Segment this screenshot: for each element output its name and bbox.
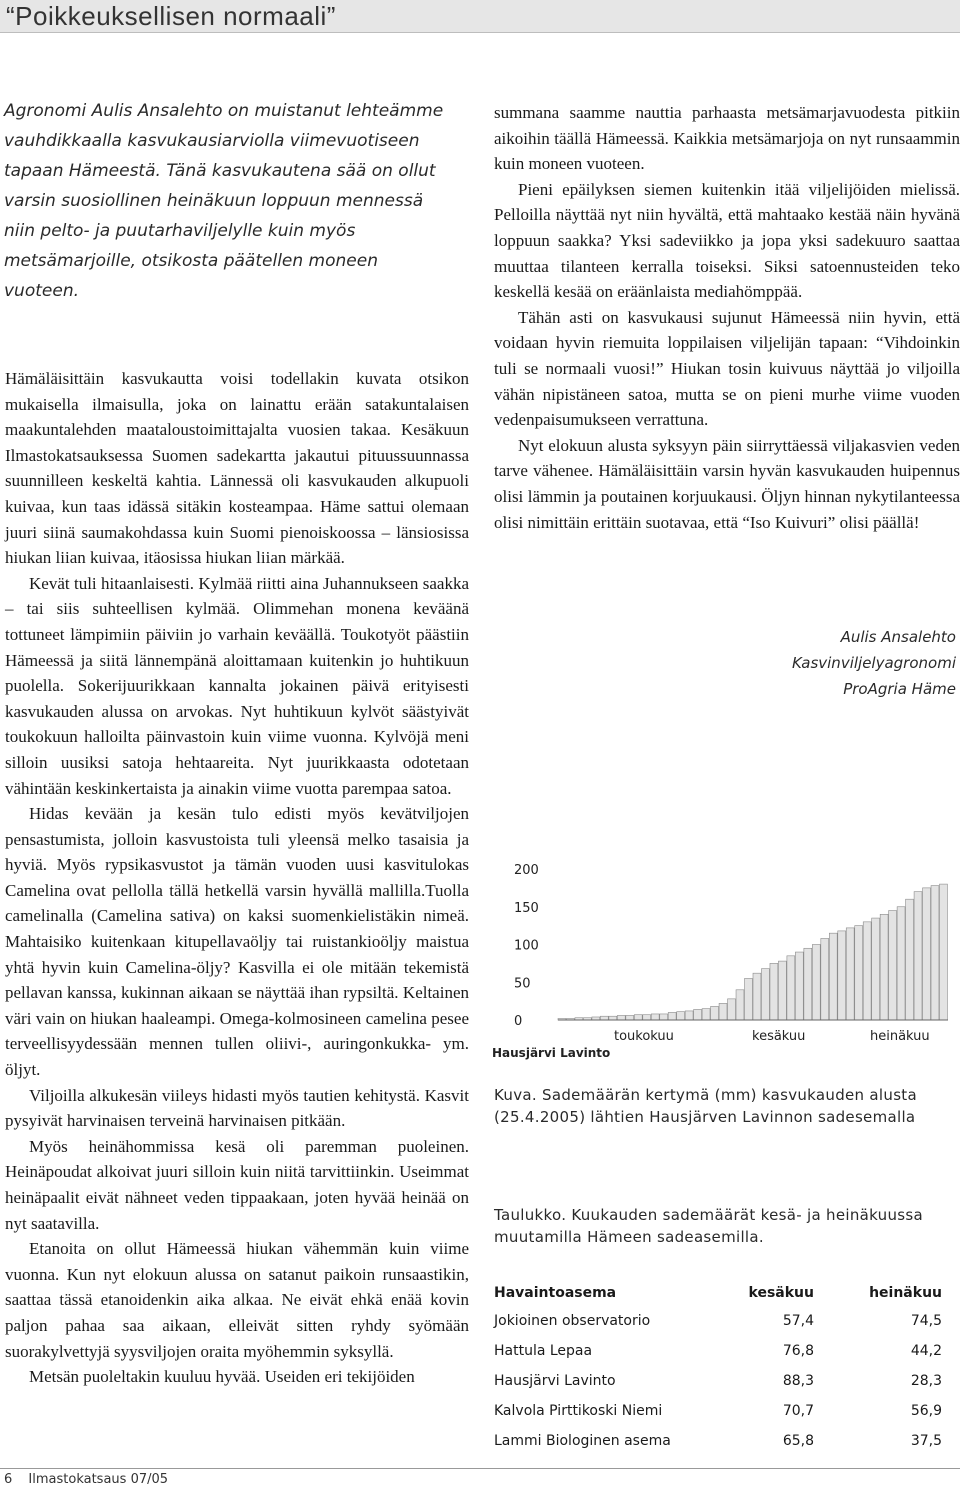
column-header-station: Havaintoasema [494, 1285, 617, 1301]
lead-paragraph: Agronomi Aulis Ansalehto on muistanut lehteämme vauhdikkaalla kasvukausiarviolla viimevuotiseen tapaan Hämeestä. Tänä kasvukautena sää on ollut varsin suosiollinen heinäkuun loppuun mennessä niin pelto- ja puutarhaviljelylle kuin myös metsämarjoille, otsikosta päätellen moneen vuoteen. [4, 101, 444, 301]
chart-bar [668, 1012, 676, 1020]
june-value: 88,3 [782, 1373, 814, 1389]
july-value: 37,5 [910, 1433, 942, 1449]
chart-bar [787, 956, 795, 1020]
x-tick-label: heinäkuu [870, 1029, 930, 1044]
column-header-june: kesäkuu [748, 1285, 814, 1301]
chart-bar [651, 1014, 659, 1020]
y-tick-label: 200 [514, 863, 539, 878]
chart-bar [821, 938, 829, 1020]
chart-bar [617, 1015, 625, 1020]
july-value: 28,3 [910, 1373, 942, 1389]
chart-bar [660, 1014, 668, 1020]
station-name: Hausjärvi Lavinto [494, 1373, 616, 1389]
author-role: Kasvinviljelyagronomi [791, 654, 956, 672]
table-row [494, 1396, 942, 1426]
paragraph: Hidas kevään ja kesän tulo edisti myös kevätviljojen pensastumista, jolloin kasvustoista tuli yleensä melko tasaisia ja hyviä. Myös rypsikasvustot ja tämän vuoden uusi kasvitulokas Camelina ovat pellolla tällä hetkellä varsin hyvällä mallilla.Tuolla camelinalla (Camelina sativa) on kaksi suomenkielistäkin nimeä. Mahtaisiko kuitenkaan kitupellavaöljy tai ruistankioöljy maistua yhtä hyvin kuin Camelina-öljy? Kasvilla ei ole mitään tekemistä pellavan kanssa, kukinnan aikaan se näyttää ihan rypsiltä. Keltainen väri vain on hiukan haaleampi. Omega-kolmosineen camelina pesee terveellisyydessään mennen tullen oliivi-, auringonkukka- ym. öljyt. [5, 804, 469, 1080]
title-bar [0, 0, 960, 33]
table-header-row [494, 1280, 942, 1306]
chart-bar [609, 1016, 617, 1020]
chart-bar [923, 888, 931, 1020]
chart-bar [846, 928, 854, 1020]
page-footer [0, 1468, 960, 1492]
chart-bar [761, 969, 769, 1020]
paragraph: Myös heinähommissa kesä oli paremman puoleinen. Heinäpoudat alkoivat juuri silloin kuin niitä tarvittiinkin. Useimmat heinäpaalit eivät nähneet veden tippaakaan, joten hyvää heinää on nyt saatavilla. [5, 1136, 469, 1233]
chart-bar [812, 945, 820, 1021]
chart-bar [897, 907, 905, 1020]
chart-bar [736, 990, 744, 1020]
paragraph: Etanoita on ollut Hämeessä hiukan vähemmän kuin viime vuonna. Kun nyt elokuun alussa on satanut paikoin runsaastikin, saattaa tässä etanoidenkin aika alkaa. Ne eivät ehkä enää kovin paljon pahaa saa aikaan, elleivät sitten ryhdy syömään suorakylvettyjä syysviljojen oraita myöhemmin syksyllä. [5, 1239, 469, 1361]
author-signature [792, 624, 956, 702]
july-value: 74,5 [910, 1313, 942, 1329]
paragraph: summana saamme nauttia parhaasta metsämarjavuodesta pitkiin aikoihin täällä Hämeessä. Kaikkia metsämarjoja on nyt runsaammin kuin moneen vuoteen. [494, 103, 960, 174]
chart-bar [600, 1016, 608, 1020]
chart-bar [914, 892, 922, 1020]
y-tick-label: 50 [514, 976, 531, 992]
paragraph: Pieni epäilyksen siemen kuitenkin itää viljelijöiden mielissä. Pelloilla näyttää nyt niin hyvältä, että mahtaako kestää näin hyvänä loppuun saakka? Yksi sadeviikko ja jopa yksi sadekuuro saattaa muuttaa tilanteen kerralla toiseksi. Siksi satoennusteiden teko keskellä kesää on eräänlaista mediahömppää. [494, 179, 960, 302]
y-tick-label: 100 [514, 938, 539, 954]
table-row [494, 1336, 942, 1366]
paragraph: Tähän asti on kasvukausi sujunut Hämeessä niin hyvin, että voidaan hyvin riemuita loppilaisen viljelijän tapaan: “Vihdoinkin tuli se normaali vuosi!” Hiukan tosin kuivuus näyttää jo viljoilla vähän nipistäneen satoa, mutta se on pieni murhe viime vuoden vedenpaisumukseen verrattuna. [494, 307, 960, 430]
column-header-july: heinäkuu [869, 1285, 942, 1301]
chart-bar [745, 978, 753, 1020]
rainfall-chart-svg [488, 855, 958, 1065]
june-value: 76,8 [782, 1343, 814, 1359]
paragraph: Hämäläisittäin kasvukautta voisi todellakin kuvata otsikon mukaisella ilmaisulla, joka on lainattu erään satakuntalaisen maakuntalehden maataloustoimittajalta vuosien takaa. Kesäkuun Ilmastokatsauksessa Suomen sadekartta jakautui pituussuunnassa suunnilleen keskeltä kahtia. Lännessä oli kasvukauden alkupuoli kuivaa, kun taas idässä sitäkin kosteampaa. Häme sattui olemaan juuri siinä saumakohdassa kuin Suomi pienoiskoossa – länsiosissa hiukan liian kuivaa, itäosissa hiukan liian märkää. [5, 369, 469, 568]
y-tick-label: 0 [514, 1014, 523, 1029]
chart-bar [694, 1009, 702, 1020]
author-org: ProAgria Häme [843, 680, 956, 698]
page-title: “Poikkeuksellisen normaali” [6, 1, 336, 31]
chart-bar [643, 1015, 651, 1020]
page-number: 6 [4, 1472, 13, 1487]
june-value: 57,4 [782, 1313, 814, 1329]
chart-bar [889, 911, 897, 1020]
paragraph: Metsän puoleltakin kuuluu hyvää. Useiden eri tekijöiden [29, 1367, 415, 1387]
june-value: 70,7 [782, 1403, 814, 1419]
x-tick-label: toukokuu [614, 1029, 674, 1044]
june-value: 65,8 [782, 1433, 814, 1449]
chart-bar [940, 884, 948, 1020]
y-tick-label: 150 [514, 900, 539, 916]
chart-bar [880, 914, 888, 1020]
chart-bar [685, 1011, 693, 1020]
chart-bar [872, 918, 880, 1020]
chart-bar [829, 933, 837, 1020]
left-column [5, 366, 469, 1390]
station-label: Hausjärvi Lavinto [492, 1046, 611, 1060]
author-name: Aulis Ansalehto [840, 628, 956, 646]
chart-bar [838, 931, 846, 1020]
chart-bar [778, 961, 786, 1020]
table-row [494, 1306, 942, 1336]
station-name: Lammi Biologinen asema [494, 1433, 671, 1449]
july-value: 56,9 [910, 1403, 942, 1419]
table-caption: Taulukko. Kuukauden sademäärät kesä- ja heinäkuussa muutamilla Hämeen sadeasemilla. [494, 1206, 924, 1246]
table-row [494, 1426, 942, 1456]
july-value: 44,2 [910, 1343, 942, 1359]
chart-bar [770, 963, 778, 1020]
chart-bar [795, 952, 803, 1020]
chart-bar [906, 899, 914, 1020]
chart-bar [677, 1012, 685, 1020]
station-name: Hattula Lepaa [494, 1343, 593, 1359]
chart-bar [855, 926, 863, 1020]
rainfall-table [494, 1280, 942, 1456]
x-tick-label: kesäkuu [752, 1029, 806, 1044]
chart-bar [626, 1015, 634, 1020]
chart-bar [711, 1006, 719, 1020]
chart-bar [804, 948, 812, 1020]
table-row [494, 1366, 942, 1396]
right-column [494, 100, 960, 535]
station-name: Kalvola Pirttikoski Niemi [494, 1403, 663, 1419]
chart-bar [931, 886, 939, 1020]
paragraph: Kevät tuli hitaanlaisesti. Kylmää riitti aina Juhannukseen saakka – tai siis suhteellisen kylmää. Olimmehan monena keväänä tottuneet lämpimiin päiviin jo varhain keväällä. Toukotyöt päästiin Hämeessä ja siitä lännempänä aloittamaan kuitenkin jo huhtikuun puolella. Sokerijuurikkaan kannalta jokainen päivä erityisesti kasvukauden alussa on arvokas. Nyt huhtikuun kylvöt säästyivät toukokuun halloilta päinvastoin kuin viime vuonna. Kylvöjä meni silloin uusiksi satoja hehtaareita. Nyt juurikkaasta odotetaan vähintään keskinkertaista ja ainakin viime vuotta parempaa satoa. [5, 573, 469, 798]
magazine-name: Ilmastokatsaus 07/05 [28, 1472, 169, 1487]
chart-caption: Kuva. Sademäärän kertymä (mm) kasvukauden alusta (25.4.2005) lähtien Hausjärven Lavinnon sadesemalla [494, 1086, 917, 1126]
rainfall-chart [488, 855, 958, 1065]
paragraph: Nyt elokuun alusta syksyyn päin siirryttäessä viljakasvien veden tarve vähenee. Hämäläisittäin varsin hyvän kasvukauden huipennus olisi lämmin ja poutainen korjuukausi. Öljyn hinnan nykytilanteessa olisi nimittäin erittäin suotavaa, että “Iso Kuivuri” olisi päällä! [494, 435, 960, 532]
chart-bar [863, 922, 871, 1020]
chart-bar [728, 999, 736, 1020]
station-name: Jokioinen observatorio [494, 1313, 651, 1329]
paragraph: Viljoilla alkukesän viileys hidasti myös tautien kehitystä. Kasvit pysyivät harvinaisen terveinä harvinaisen pitkään. [5, 1085, 469, 1131]
chart-bar [753, 973, 761, 1020]
chart-bar [634, 1015, 642, 1020]
chart-bar [702, 1009, 710, 1020]
chart-bar [719, 1003, 727, 1020]
